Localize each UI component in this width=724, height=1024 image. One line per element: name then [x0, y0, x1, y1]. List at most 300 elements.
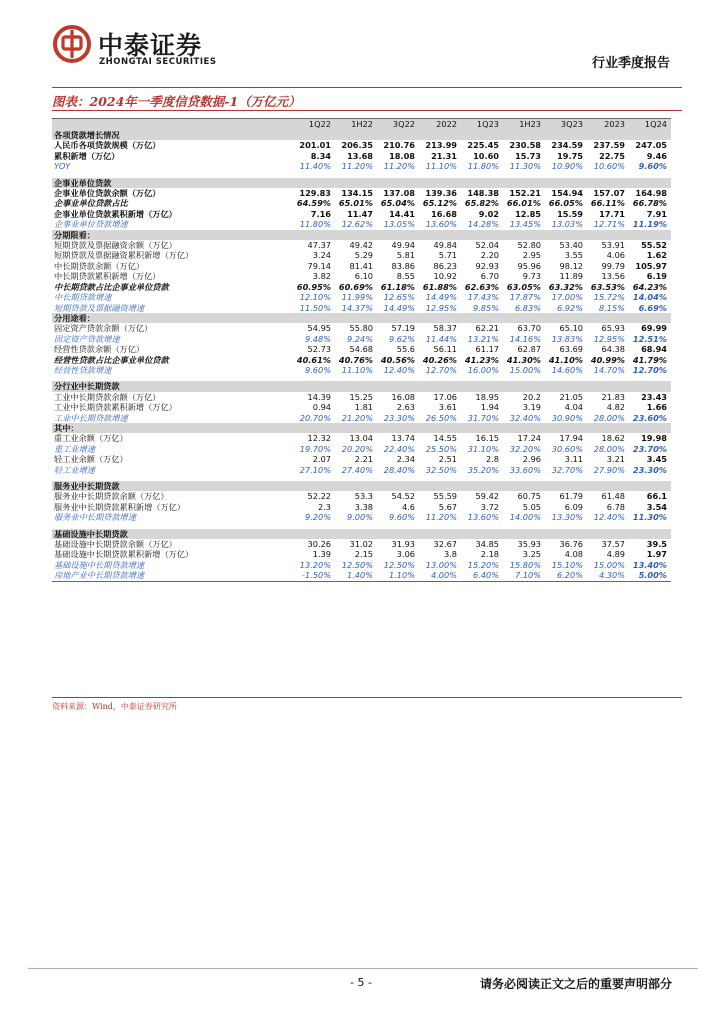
row-label: 固定资产贷款余额（万亿） [54, 323, 153, 334]
value-cell [335, 313, 377, 323]
table-row [52, 140, 671, 150]
value-cell: 11.20% [341, 161, 373, 172]
value-cell: 53.40 [559, 240, 583, 251]
value-cell [293, 178, 335, 188]
row-label: 累积新增（万亿） [54, 150, 120, 161]
value-cell [545, 178, 587, 188]
value-cell: 31.02 [349, 539, 373, 550]
value-cell: 14.55 [433, 433, 457, 444]
value-cell: 11.30% [632, 512, 667, 523]
section-header-row [52, 381, 671, 391]
value-cell: 23.60% [632, 412, 667, 423]
value-cell: 54.95 [307, 323, 331, 334]
value-cell: 6.19 [646, 271, 667, 282]
value-cell: 2.07 [312, 454, 331, 465]
value-cell [629, 381, 671, 391]
value-cell: 8.55 [396, 271, 415, 282]
value-cell: 10.90% [551, 161, 583, 172]
value-cell [545, 529, 587, 539]
value-cell: 230.58 [509, 140, 541, 151]
value-cell: 15.80% [509, 559, 541, 570]
page-header [52, 20, 682, 84]
value-cell: 61.18% [380, 281, 415, 292]
value-cell: 11.10% [425, 161, 457, 172]
value-cell [335, 529, 377, 539]
value-cell: 30.26 [307, 539, 331, 550]
value-cell: 14.60% [551, 364, 583, 375]
table-row [52, 392, 671, 402]
value-cell: 6.78 [606, 501, 625, 512]
value-cell: 69.99 [641, 323, 667, 334]
figure-title: 图表：2024年一季度信贷数据-1（万亿元） [52, 94, 301, 109]
value-cell: 18.95 [475, 391, 499, 402]
value-cell: 31.93 [391, 539, 415, 550]
value-cell: 11.20% [383, 161, 415, 172]
value-cell: 3.38 [354, 501, 373, 512]
value-cell: 9.00% [346, 512, 373, 523]
row-label: 服务业中长期贷款 [52, 481, 293, 491]
row-label: 基础设施中长期贷款增速 [54, 559, 145, 570]
value-cell: 19.70% [299, 443, 331, 454]
value-cell: 32.70% [551, 464, 583, 475]
row-label: 经营性贷款占比企事业单位贷款 [54, 354, 169, 365]
section-header-row [52, 313, 671, 323]
value-cell [503, 313, 545, 323]
value-cell: 28.40% [383, 464, 415, 475]
value-cell: 28.00% [593, 412, 625, 423]
value-cell [503, 381, 545, 391]
table-row [52, 261, 671, 271]
row-label: 工业中长期贷款余额（万亿） [54, 391, 161, 402]
value-cell: 134.15 [341, 188, 373, 199]
value-cell [503, 423, 545, 433]
value-cell: 60.95% [296, 281, 331, 292]
row-label: 房地产业中长期贷款增速 [52, 570, 293, 581]
value-cell: 6.92% [556, 302, 583, 313]
row-label: 短期贷款及票据融资累积新增（万亿） [54, 250, 194, 261]
value-cell: 3.82 [312, 271, 331, 282]
value-cell: 213.99 [425, 140, 457, 151]
value-cell: 13.60% [467, 512, 499, 523]
value-cell: 6.09 [564, 501, 583, 512]
value-cell: 21.31 [431, 150, 457, 161]
value-cell: 3.54 [646, 501, 667, 512]
row-label: 短期贷款及票据融资增速 [54, 302, 145, 313]
value-cell: 30.60% [551, 443, 583, 454]
row-label: 中长期贷款增速 [54, 292, 112, 303]
value-cell: 139.36 [425, 188, 457, 199]
value-cell [461, 529, 503, 539]
value-cell [503, 130, 545, 140]
value-cell [587, 230, 629, 240]
value-cell [461, 381, 503, 391]
value-cell: 2.51 [438, 454, 457, 465]
value-cell: 2.20 [480, 250, 499, 261]
value-cell: 33.60% [509, 464, 541, 475]
value-cell: 27.40% [341, 464, 373, 475]
value-cell: -1.50% [293, 570, 335, 581]
header-cell: 3Q23 [545, 119, 587, 131]
value-cell: 14.04% [632, 292, 667, 303]
row-label: 服务业中长期贷款增速 [54, 512, 136, 523]
value-cell: 9.48% [304, 333, 331, 344]
row-label: 人民币各项贷款规模（万亿） [54, 140, 161, 151]
value-cell: 11.30% [509, 161, 541, 172]
value-cell [419, 481, 461, 491]
value-cell: 66.11% [590, 198, 625, 209]
table-row [52, 491, 671, 501]
table-row [52, 502, 671, 512]
value-cell [461, 481, 503, 491]
table-row [52, 560, 671, 570]
value-cell: 15.59 [557, 208, 583, 219]
row-label: 轻工业增速 [54, 464, 95, 475]
table-row [52, 512, 671, 522]
value-cell: 28.00% [593, 443, 625, 454]
value-cell: 66.05% [548, 198, 583, 209]
value-cell [293, 529, 335, 539]
value-cell: 1.40% [335, 570, 377, 581]
value-cell [419, 423, 461, 433]
value-cell: 12.95% [425, 302, 457, 313]
value-cell: 55.52 [641, 240, 667, 251]
value-cell: 79.14 [307, 260, 331, 271]
value-cell: 47.37 [307, 240, 331, 251]
value-cell [293, 481, 335, 491]
value-cell: 21.20% [341, 412, 373, 423]
value-cell: 12.50% [341, 559, 373, 570]
value-cell: 13.83% [551, 333, 583, 344]
value-cell: 9.73 [522, 271, 541, 282]
value-cell: 57.19 [391, 323, 415, 334]
source-divider [52, 697, 682, 698]
value-cell [629, 130, 671, 140]
value-cell: 9.60% [638, 161, 667, 172]
value-cell: 2.96 [522, 454, 541, 465]
value-cell: 62.21 [475, 323, 499, 334]
value-cell [419, 381, 461, 391]
value-cell: 1.39 [312, 549, 331, 560]
value-cell: 99.79 [601, 260, 625, 271]
row-label: 短期贷款及票据融资余额（万亿） [54, 240, 177, 251]
value-cell [335, 230, 377, 240]
table-row [52, 282, 671, 292]
value-cell: 40.26% [422, 354, 457, 365]
value-cell: 53.3 [354, 491, 373, 502]
value-cell: 22.40% [383, 443, 415, 454]
value-cell: 105.97 [635, 260, 667, 271]
value-cell [293, 130, 335, 140]
table-header-row [52, 119, 671, 131]
value-cell: 137.08 [383, 188, 415, 199]
credit-data-table-container [52, 118, 671, 582]
value-cell: 20.20% [341, 443, 373, 454]
value-cell: 17.94 [559, 433, 583, 444]
value-cell: 27.90% [593, 464, 625, 475]
value-cell: 19.98 [641, 433, 667, 444]
value-cell: 3.19 [522, 402, 541, 413]
value-cell: 11.47 [347, 208, 373, 219]
value-cell [587, 178, 629, 188]
value-cell: 40.56% [380, 354, 415, 365]
table-row [52, 355, 671, 365]
value-cell: 12.85 [515, 208, 541, 219]
value-cell: 3.55 [564, 250, 583, 261]
value-cell: 11.20% [425, 512, 457, 523]
value-cell: 13.30% [551, 512, 583, 523]
value-cell: 13.21% [467, 333, 499, 344]
value-cell: 61.88% [422, 281, 457, 292]
value-cell: 41.23% [464, 354, 499, 365]
value-cell: 4.06 [606, 250, 625, 261]
value-cell: 9.46 [646, 150, 667, 161]
footer-divider [28, 968, 698, 969]
value-cell: 39.5 [646, 539, 667, 550]
value-cell: 8.15% [598, 302, 625, 313]
value-cell: 41.30% [506, 354, 541, 365]
header-cell: 1H22 [335, 119, 377, 131]
value-cell: 18.08 [389, 150, 415, 161]
value-cell: 14.70% [593, 364, 625, 375]
page-number: - 5 - [350, 976, 372, 989]
value-cell: 53.91 [601, 240, 625, 251]
value-cell [377, 130, 419, 140]
row-label: 中长期贷款累积新增（万亿） [54, 271, 161, 282]
table-row [52, 334, 671, 344]
value-cell: 34.85 [475, 539, 499, 550]
value-cell: 40.76% [338, 354, 373, 365]
value-cell: 64.59% [296, 198, 331, 209]
value-cell: 58.37 [433, 323, 457, 334]
value-cell [545, 130, 587, 140]
value-cell: 66.01% [506, 198, 541, 209]
value-cell: 154.94 [551, 188, 583, 199]
value-cell: 16.08 [391, 391, 415, 402]
header-cell: 2023 [587, 119, 629, 131]
table-row [52, 454, 671, 464]
value-cell [419, 130, 461, 140]
value-cell: 41.79% [632, 354, 667, 365]
value-cell [335, 381, 377, 391]
value-cell: 6.70 [480, 271, 499, 282]
value-cell: 26.50% [425, 412, 457, 423]
value-cell: 17.00% [551, 292, 583, 303]
value-cell: 225.45 [467, 140, 499, 151]
value-cell: 32.40% [509, 412, 541, 423]
value-cell: 10.60 [473, 150, 499, 161]
table-row [52, 344, 671, 354]
header-cell [52, 119, 293, 131]
table-row [52, 240, 671, 250]
value-cell [545, 230, 587, 240]
value-cell [377, 481, 419, 491]
table-row [52, 570, 671, 581]
row-label: 重工业增速 [54, 443, 95, 454]
disclaimer-note: 请务必阅读正文之后的重要声明部分 [479, 977, 672, 991]
value-cell: 9.02 [478, 208, 499, 219]
value-cell: 20.2 [522, 391, 541, 402]
value-cell: 12.65% [383, 292, 415, 303]
value-cell: 11.80% [467, 161, 499, 172]
row-label: 服务业中长期贷款累积新增（万亿） [54, 501, 186, 512]
value-cell: 21.83 [601, 391, 625, 402]
table-row [52, 413, 671, 423]
value-cell: 17.24 [517, 433, 541, 444]
row-label: 企事业单位贷款增速 [54, 219, 128, 230]
value-cell [335, 178, 377, 188]
value-cell: 54.52 [391, 491, 415, 502]
value-cell [377, 381, 419, 391]
row-label: 中长期贷款占比企事业单位贷款 [54, 281, 169, 292]
value-cell [293, 381, 335, 391]
value-cell: 6.10 [354, 271, 373, 282]
value-cell: 11.10% [341, 364, 373, 375]
value-cell: 14.49% [383, 302, 415, 313]
value-cell: 13.74 [391, 433, 415, 444]
value-cell: 2.34 [396, 454, 415, 465]
figure-title-divider [52, 110, 682, 111]
header-cell: 1Q23 [461, 119, 503, 131]
section-header-row [52, 529, 671, 539]
value-cell: 3.25 [522, 549, 541, 560]
value-cell [587, 313, 629, 323]
value-cell [377, 230, 419, 240]
value-cell: 7.10% [503, 570, 545, 581]
brand-name-cn: 中泰证券 [98, 31, 203, 60]
section-header-row [52, 178, 671, 188]
value-cell: 18.62 [601, 433, 625, 444]
value-cell [503, 178, 545, 188]
value-cell: 9.24% [346, 333, 373, 344]
value-cell [545, 381, 587, 391]
value-cell [293, 313, 335, 323]
value-cell: 13.60% [425, 219, 457, 230]
value-cell: 6.83% [514, 302, 541, 313]
value-cell [419, 313, 461, 323]
table-body [52, 130, 671, 581]
table-row [52, 549, 671, 559]
value-cell: 3.61 [438, 402, 457, 413]
table-row [52, 219, 671, 229]
value-cell: 23.43 [641, 391, 667, 402]
value-cell: 237.59 [593, 140, 625, 151]
header-divider [52, 87, 682, 88]
value-cell: 19.75 [557, 150, 583, 161]
value-cell: 59.42 [475, 491, 499, 502]
value-cell: 2.63 [396, 402, 415, 413]
credit-data-table [52, 118, 671, 582]
value-cell: 32.67 [433, 539, 457, 550]
value-cell: 52.73 [307, 344, 331, 355]
value-cell: 3.24 [312, 250, 331, 261]
value-cell: 14.16% [509, 333, 541, 344]
value-cell: 206.35 [341, 140, 373, 151]
value-cell [629, 481, 671, 491]
section-header-row [52, 481, 671, 491]
value-cell: 52.22 [307, 491, 331, 502]
value-cell [461, 130, 503, 140]
value-cell: 5.05 [522, 501, 541, 512]
value-cell [377, 529, 419, 539]
value-cell [461, 178, 503, 188]
value-cell: 13.00% [425, 559, 457, 570]
value-cell: 9.60% [304, 364, 331, 375]
table-row [52, 402, 671, 412]
value-cell: 52.80 [517, 240, 541, 251]
value-cell: 3.45 [646, 454, 667, 465]
value-cell: 1.62 [646, 250, 667, 261]
value-cell: 13.03% [551, 219, 583, 230]
value-cell: 148.38 [467, 188, 499, 199]
value-cell: 1.81 [354, 402, 373, 413]
row-label: 经营性贷款增速 [54, 364, 112, 375]
value-cell: 32.20% [509, 443, 541, 454]
value-cell [629, 529, 671, 539]
value-cell: 66.78% [632, 198, 667, 209]
value-cell: 21.05 [559, 391, 583, 402]
value-cell: 3.72 [480, 501, 499, 512]
value-cell: 11.50% [299, 302, 331, 313]
value-cell [629, 178, 671, 188]
table-row [52, 465, 671, 475]
value-cell: 40.99% [590, 354, 625, 365]
value-cell: 61.48 [601, 491, 625, 502]
value-cell: 1.66 [646, 402, 667, 413]
value-cell: 5.81 [396, 250, 415, 261]
value-cell: 15.10% [551, 559, 583, 570]
value-cell: 129.83 [299, 188, 331, 199]
value-cell [461, 313, 503, 323]
value-cell: 63.05% [506, 281, 541, 292]
value-cell: 95.96 [517, 260, 541, 271]
value-cell: 4.08 [564, 549, 583, 560]
value-cell: 54.68 [349, 344, 373, 355]
value-cell: 3.11 [564, 454, 583, 465]
value-cell: 13.56 [601, 271, 625, 282]
table-row [52, 271, 671, 281]
value-cell: 4.89 [606, 549, 625, 560]
value-cell: 13.45% [509, 219, 541, 230]
value-cell: 4.04 [564, 402, 583, 413]
value-cell: 11.89 [559, 271, 583, 282]
row-label: 企事业单位贷款占比 [54, 198, 128, 209]
row-label: 分行业中长期贷款 [52, 381, 293, 391]
value-cell: 0.94 [312, 402, 331, 413]
value-cell: 234.59 [551, 140, 583, 151]
row-label: 基础设施中长期贷款累积新增（万亿） [54, 549, 194, 560]
value-cell: 61.79 [559, 491, 583, 502]
value-cell: 11.99% [341, 292, 373, 303]
value-cell: 56.11 [433, 344, 457, 355]
value-cell: 247.05 [635, 140, 667, 151]
value-cell: 10.92 [433, 271, 457, 282]
value-cell: 9.60% [388, 512, 415, 523]
value-cell: 16.15 [475, 433, 499, 444]
value-cell: 14.37% [341, 302, 373, 313]
header-cell: 1Q22 [293, 119, 335, 131]
value-cell: 12.10% [299, 292, 331, 303]
value-cell: 14.49% [425, 292, 457, 303]
value-cell: 17.71 [599, 208, 625, 219]
table-row [52, 151, 671, 161]
value-cell: 8.34 [310, 150, 331, 161]
value-cell: 14.39 [307, 391, 331, 402]
value-cell: 32.50% [425, 464, 457, 475]
value-cell [461, 230, 503, 240]
value-cell: 1.97 [646, 549, 667, 560]
row-label: 基础设施中长期贷款余额（万亿） [54, 539, 177, 550]
value-cell [293, 230, 335, 240]
